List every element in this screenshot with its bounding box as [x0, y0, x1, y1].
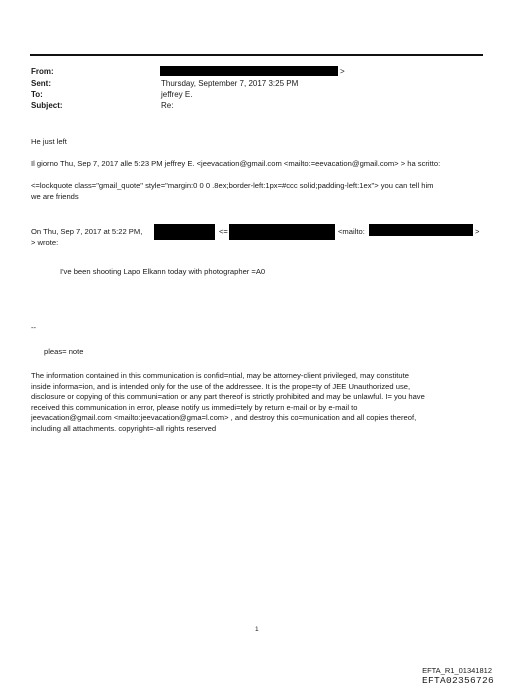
disclaimer — [31, 371, 486, 435]
to-label: To: — [31, 90, 43, 99]
body-line-1: He just left — [31, 137, 67, 146]
page-number: 1 — [255, 626, 259, 633]
body-line-2: Il giorno Thu, Sep 7, 2017 alle 5:23 PM jeffrey E. <jeevacation@gmail.com <mailto:=eevacation@gmail.com> > ha scritto: — [31, 159, 441, 168]
quote-lt: <= — [219, 227, 228, 236]
from-label: From: — [31, 67, 54, 76]
header-rule — [30, 54, 483, 56]
subject-label: Subject: — [31, 101, 63, 110]
disclaimer-line: disclosure or copying of this communi=ation or any part thereof is strictly prohibited and may be unlawful. I= you have — [31, 392, 425, 402]
quote-prefix: On Thu, Sep 7, 2017 at 5:22 PM, — [31, 227, 143, 236]
bates-number-2: EFTA02356726 — [421, 675, 494, 686]
disclaimer-line: jeevacation@gmail.com <mailto:jeevacation@gma=l.com> , and destroy this co=munication and all copies thereof, — [31, 413, 417, 423]
from-suffix: > — [340, 67, 345, 76]
disclaimer-line: received this communication in error, please notify us immedi=tely by return e-mail or by e-mail to — [31, 402, 358, 412]
subject-value: Re: — [161, 101, 174, 110]
body-line-3b: we are friends — [31, 192, 79, 201]
to-value: jeffrey E. — [161, 90, 193, 99]
quoted-message: I've been shooting Lapo Elkann today with photographer =A0 — [60, 267, 266, 276]
quote-gt: > — [475, 227, 480, 236]
disclaimer-line: inside informa=ion, and is intended only for the use of the addressee. It is the prope=ty of JEE Unauthorized use, — [31, 381, 411, 391]
disclaimer-line: The information contained in this communication is confid=ntial, may be attorney-client privileged, may constitute — [31, 371, 409, 380]
signature-note: pleas= note — [44, 347, 84, 356]
quote-mailto: <mailto: — [338, 227, 365, 236]
body-line-3a: <=lockquote class="gmail_quote" style="margin:0 0 0 .8ex;border-left:1px=#ccc solid;padding-left:1ex"> you can tell him — [31, 181, 434, 190]
quote-redaction-1 — [154, 224, 215, 240]
quote-redaction-2 — [229, 224, 335, 240]
from-redaction — [160, 66, 338, 76]
bates-number-1: EFTA_R1_01341812 — [422, 666, 492, 675]
disclaimer-line: including all attachments. copyright=-all rights reserved — [31, 423, 217, 433]
quote-redaction-3 — [369, 224, 473, 236]
quote-wrote: > wrote: — [31, 238, 59, 247]
signature-dashes: -- — [31, 323, 37, 332]
sent-value: Thursday, September 7, 2017 3:25 PM — [161, 79, 299, 88]
sent-label: Sent: — [31, 79, 51, 88]
